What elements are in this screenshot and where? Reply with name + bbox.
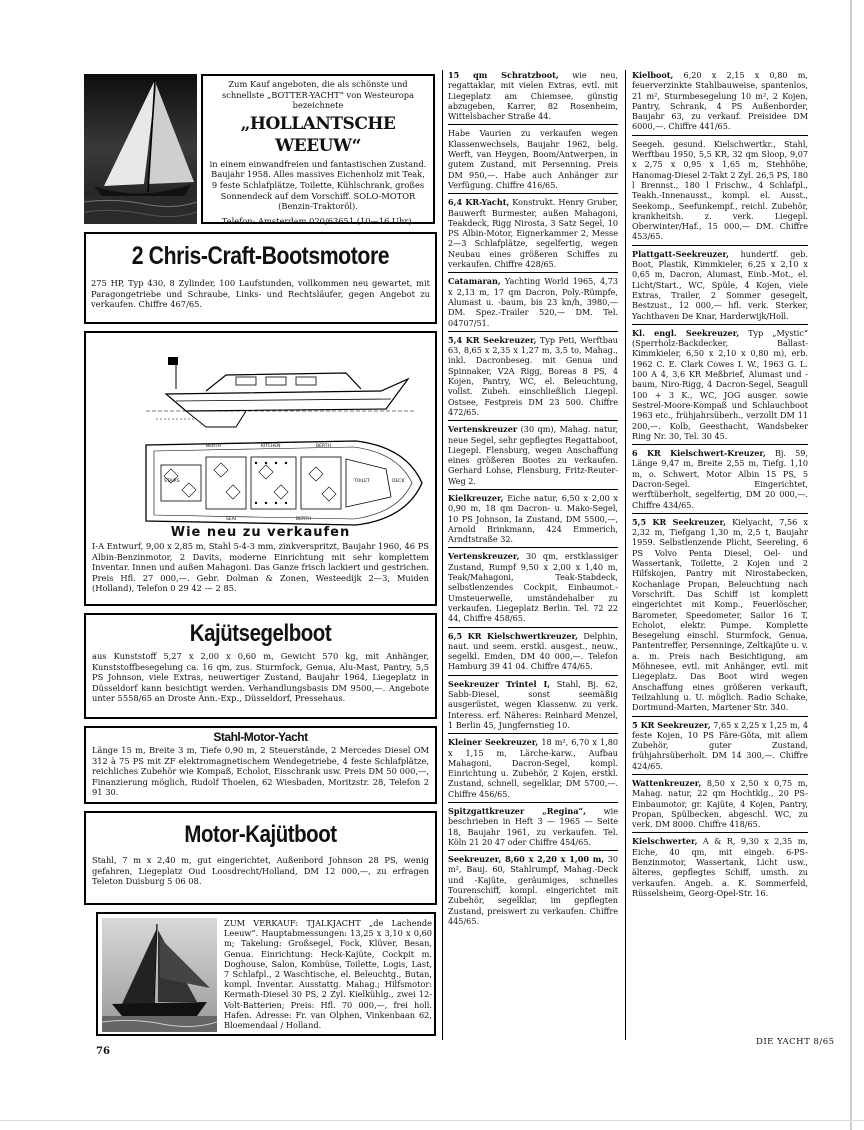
col3-list	[632, 70, 808, 901]
ad-heading: 5,5 KR Seekreuzer,	[632, 516, 726, 527]
ad-text: wie beschrieben in Heft 3 — 1965 — Seite 18, Baujahr 1961, zu verkaufen. Tel. Köln 21 20 47 oder Chiffre 454/65.	[448, 806, 618, 847]
ad-text: Yachting World 1965, 4,73 x 2,13 m, 17 qm Dacron, Poly.-Rümpfe, Alumast u. -baum, bis 23 kn/h, 3980,— DM. Spez.-Trailer 520,— DM. Tel. 04707/51.	[448, 276, 618, 328]
page-edge-bottom	[0, 1120, 864, 1121]
ad-heading: Kielschwerter,	[632, 836, 698, 847]
plan-label-8: BERTH	[296, 517, 311, 522]
col2-ad	[448, 424, 618, 490]
plan-label-1: BERTH	[206, 444, 221, 449]
col3-ad	[632, 720, 808, 775]
ad-text: 8,50 x 2,50 x 0,75 m, Mahag. natur, 22 qm Hochtklg., 20 PS-Einbaumotor, gr. Kajüte, 4 Kojen, Pantry, Propan, Spülbecken, abgeschl. WC, zu verk. DM 8000. Chiffre 418/65.	[632, 778, 808, 830]
drawing-body: I-A Entwurf, 9,00 x 2,85 m, Stahl 5-4-3 mm, zinkverspritzt, Baujahr 1960, 46 PS Albin-Benzinmotor, 2 Davits, moderne Einrichtung mit sehr komplettem Inventar. Innen und außen Mahagoni. Das Ganze frisch lackiert und gestrichen. Preis Hfl. 27 000,—. Gebr. Dolman & Zonen, Westeedijk 2—3, Muiden (Holland), Telefon 0 29 42 — 2 85.	[92, 541, 429, 594]
classifieds-column-3	[632, 70, 808, 904]
ad-text: Typ „Mystic“ (Sperrholz-Backdecker, Ballast-Kimmkieler, 6,50 x 2,10 x 0,80 m), erb. 1962 C. E. Clark Cowes I. W., 1963 G. L. 100 A 4, 3,6 KR Meßbrief, Alumast und -baum, Niro-Rigg, 4 Dacron-Segel, Seagull 100 + 3 K., WC, JOG ausger. sowie Sestrel-Moore-Kompaß und Schlauchboot 1963 etc., frühjahrsüberh., verzollt DM 11 200,—. Kolb, Geesthacht, Wandsbeker Ring Nr. 30, Tel. 30 45.	[632, 327, 808, 441]
journal-issue: DIE YACHT 8/65	[756, 1037, 835, 1047]
ad-text: 6,20 x 2,15 x 0,80 m, feuerverzinkte Stahlbauweise, spantenlos, 21 m², Sturmbesegelung 10 m², 2 Kojen, Pantry, Schrank, 4 PS Außenborder, Baujahr 63, zu verkauf. Preisidee DM 6000,—. Chiffre 441/65.	[632, 70, 808, 132]
col3-ad	[632, 836, 808, 901]
hollantsche-title: „HOLLANTSCHE WEEUW“	[240, 113, 396, 156]
col3-ad	[632, 249, 808, 325]
ad-heading: Vertenskreuzer	[448, 424, 518, 435]
stahl-title: Stahl-Motor-Yacht	[213, 730, 308, 744]
ad-heading: Catamaran,	[448, 276, 501, 287]
col2-ad	[448, 631, 618, 676]
motorkajuet-title: Motor-Kajütboot	[184, 821, 337, 848]
ad-hollantsche-weeuw	[84, 74, 437, 226]
ad-text: Kielyacht, 7,56 x 2,32 m, Tiefgang 1,30 m, 2,5 t, Baujahr 1959. Selbstlenzende Plicht, Seereling, 6 PS Volvo Penta Diesel, Oel- und Wassertank, Toilette, 2 Kojen und 2 Hilfskojen, Pantry mit Nirostabecken, Kochanlage Propan, Beleuchtung nach Vorschrift. Das Schiff ist komplett eingerichtet mit Komp., Feuerlöscher, Barometer, Speedometer, Sailor 16 T, Echolot, elektr. Pumpe. Komplette Besegelung einschl. Sturmfock, Genua, Pantentreffer, Persenninge, Zeltkajüte u. v. a. m. Preis nach Besichtigung, am Möhnesee, evtl. mit Anhänger, evtl. mit Liegeplatz. Das Boot wird wegen Anschaffung eines größeren verkauft, Teilzahlung u. U. möglich. Radio Schake, Dortmund-Marten, Martener Str. 340.	[632, 516, 808, 713]
col3-ad	[632, 448, 808, 514]
col3-ad	[632, 517, 808, 717]
drawing-title: Wie neu zu verkaufen	[170, 525, 351, 540]
page-edge-right	[850, 0, 852, 1130]
hollantsche-body: in einem einwandfreien und fantastischen Zustand. Baujahr 1958. Alles massives Eichenholz mit Teak, 9 feste Schlafplätze, Toilette, Kühlschrank, großes Sonnendeck auf dem Vorschiff. SOLO-MOTOR (Benzin-Traktoröl).	[209, 158, 427, 212]
ad-heading: 5 KR Seekreuzer,	[632, 719, 711, 730]
ad-heading: 6 KR Kielschwert-Kreuzer,	[632, 448, 766, 459]
sailboat-photo	[84, 74, 197, 224]
plan-label-7: SEAT	[226, 517, 238, 522]
ad-boat-drawing	[84, 331, 437, 606]
ad-text: Typ Peti, Werftbau 63, 8,65 x 2,35 x 1,27 m, 3,5 to, Mahag., inkl. Dacronbeseg. mit Genua und Spinnaker, V2A Rigg, Boreas 8 PS, 4 Kojen, Pantry, WC, el. Beleuchtung, vollst. Zubeh. einschließlich Liegepl. Ostsee, Festpreis DM 23 500. Chiffre 472/65.	[448, 334, 618, 417]
ad-heading: 5,4 KR Seekreuzer,	[448, 334, 537, 345]
ad-heading: 6,5 KR Kielschwertkreuzer,	[448, 630, 578, 641]
col2-ad	[448, 70, 618, 125]
ad-text: Stahl, Bj. 62, Sabb-Diesel, sonst seemäßig ausgerüstet, wegen Klassenw. zu verk. Interess. erf. Näheres: Reinhard Menzel, 1 Berlin 45, Jungfernstieg 10.	[448, 678, 618, 730]
plan-label-2: KITCHEN	[261, 444, 281, 449]
ad-heading: Spitzgattkreuzer „Regina“,	[448, 806, 586, 816]
col2-ad	[448, 493, 618, 548]
ad-text: wie neu, regattaklar, mit vielen Extras, evtl. mit Liegeplatz am Chiemsee, günstig abzugeben, Karrer, 82 Rosenheim, Wittelsbacher Straße 44.	[448, 70, 618, 122]
column-rule-2	[625, 70, 626, 1040]
ad-text: hundertf. geb. Boot, Plastik, Kimmkieler, 6,25 x 2,10 x 0,65 m, Dacron, Alumast, Einb.-Mot., el. Licht/Start., WC, Spüle, 4 Kojen, viele Extras, Trailer, 2 Sommer gesegelt, Bestzust., 12 000,— hfl. verk. Sterker, Yachthaven De Knar, Harderwijk/Holl.	[632, 248, 808, 321]
ad-heading: Kleiner Seekreuzer,	[448, 737, 539, 748]
col3-ad	[632, 778, 808, 833]
ad-text: 30 qm, erstklassiger Zustand, Rumpf 9,50 x 2,00 x 1,40 m, Teak/Mahagoni, Teak-Stabdeck, selbstlenzendes Cockpit, Einbaumot.-Umsteuerwelle, umständehalber zu verkaufen. Liegeplatz Berlin. Tel. 72 22 44, Chiffre 458/65.	[448, 551, 618, 624]
ad-text: Konstrukt. Henry Gruber, Bauwerft Burmester, außen Mahagoni, Teakdeck, Rigg Nirosta, 3 Satz Segel, 10 PS Albin-Motor, Eignerkammer 2, Messe 2—3 Schlafplätze, segelfertig, wegen Neubau eines größeren Schiffes zu verkaufen. Chiffre 428/65.	[448, 197, 618, 270]
col2-ad	[448, 335, 618, 421]
ad-text: Eiche natur, 6,50 x 2,00 x 0,90 m, 18 qm Dacron- u. Mako-Segel, 10 PS Johnson, Ia Zustand, DM 5500,—, Arnold Brinkmann, 424 Emmerich, Arndtstraße 32.	[448, 492, 618, 545]
col2-ad	[448, 737, 618, 803]
ad-stahl-motor-yacht	[84, 726, 437, 804]
classifieds-column-2	[448, 70, 618, 932]
ad-text: 30 m², Bauj. 60, Stahlrumpf, Mahag.-Deck und -Kajüte, geräumiges, schnelles Tourenschiff, kompl. eingerichtet mit Zubehör, segelklar, im gepflegten Zustand, preiswert zu verkaufen. Chiffre 445/65.	[448, 854, 618, 926]
plan-label-3: BERTH	[316, 444, 331, 449]
plan-label-5: TOILET	[354, 479, 370, 484]
ad-heading: Vertenskreuzer,	[448, 551, 520, 562]
ad-text: 18 m², 6,70 x 1,80 x 1,15 m, Lärche-karw., Aufbau Mahagoni, Dacron-Segel, kompl. Einrichtung u. Zubehör, 2 Kojen, erstkl. Zustand, schnell, segelklar, DM 5700,—. Chiffre 456/65.	[448, 737, 618, 799]
ad-text: Bj. 59, Länge 9,47 m, Breite 2,55 m, Tiefg. 1,10 m, o. Schwert, Motor Albin 15 PS, 5 Dacron-Segel. Eingerichtet, werftüberholt, segelfertig, DM 20 000,—. Chiffre 434/65.	[632, 448, 808, 510]
motorkajuet-body: Stahl, 7 m x 2,40 m, gut eingerichtet, Außenbord Johnson 28 PS, wenig gefahren, Liegeplatz Oud Loosdrecht/Holland, DM 12 000,—, zu erfragen Teleton Duisburg 5 06 08.	[92, 855, 429, 887]
ad-tjalkjacht	[96, 912, 436, 1036]
ad-heading: 6,4 KR-Yacht,	[448, 197, 510, 208]
ad-text: (30 qm), Mahag. natur, neue Segel, sehr gepflegtes Regattaboot, Liegepl. Flensburg, wegen Anschaffung eines größeren Bootes zu verkaufen. Gerhard Lohse, Flensburg, Fritz-Reuter-Weg 2.	[448, 424, 618, 486]
column-rule-1	[442, 70, 443, 1040]
ad-text: Delphin, naut. und seem. erstkl. ausgest., neuw., segelkl. Emden, DM 40 000,—. Telefon Hamburg 39 41 04. Chiffre 474/65.	[448, 630, 618, 672]
col2-ad	[448, 806, 618, 851]
ad-motor-kajuetboot	[84, 811, 437, 905]
ad-heading: Kl. engl. Seekreuzer,	[632, 327, 740, 338]
ad-heading: Kielboot,	[632, 70, 674, 80]
col2-ad	[448, 551, 618, 627]
plan-label-6: DECK	[392, 479, 405, 484]
chriscraft-title: 2 Chris-Craft-Bootsmotore	[131, 242, 390, 270]
plan-label-4: STAIRS	[164, 479, 180, 484]
col3-ad	[632, 328, 808, 445]
ad-heading: Seekreuzer, 8,60 x 2,20 x 1,00 m,	[448, 854, 605, 865]
col2-ad	[448, 197, 618, 273]
tjalk-photo	[102, 918, 217, 1032]
ad-heading: Wattenkreuzer,	[632, 778, 702, 788]
boat-deck-plan	[136, 435, 426, 530]
tjalk-body: ZUM VERKAUF: TJALKJACHT „de Lachende Leeuw“. Hauptabmessungen: 13,25 x 3,10 x 0,60 m; Takelung: Großsegel, Fock, Klüver, Besan, Genua. Einrichtung: Heck-Kajüte, Cockpit m. Doghouse, Salon, Kombüse, Toilette, Logis, Last, 7 Schlafpl., 2 Waschtische, el. Beleuchtg., Butan, kompl. Inventar. Ausstattg. Mahag.; Hilfsmotor: Kermath-Diesel 30 PS, 2 Zyl. Kielkühlg., zwei 12-Volt-Batterien; Preis: Hfl. 70 000,—, frei holl. Hafen. Adresse: Fr. van Olphen, Vinkenbaan 62, Bloemendaal / Holland.	[224, 918, 432, 1031]
ad-text: A & R, 9,30 x 2,35 m, Eiche, 40 qm, mit eingeb. 6-PS-Benzinmotor, Wassertank, Licht usw., älteres, gepflegtes Schiff, umsth. zu verkaufen. Angeb. a. K. Sommerfeld, Rüsselsheim, Georg-Opel-Str. 16.	[632, 836, 808, 898]
col2-ad	[448, 679, 618, 734]
col3-ad	[632, 139, 808, 246]
chriscraft-body: 275 HP, Typ 430, 8 Zylinder, 100 Laufstunden, vollkommen neu gewartet, mit Paragongetriebe und Schraube, Links- und Rechtsläufer, gegen Angebot zu verkaufen. Chiffre 467/65.	[91, 278, 430, 310]
boat-side-elevation	[146, 339, 416, 429]
col2-ad	[448, 128, 618, 194]
col2-ad	[448, 854, 618, 929]
ad-chris-craft	[84, 232, 437, 324]
hollantsche-phone: Telefon: Amsterdam 020/63651 (10—16 Uhr).	[221, 215, 415, 226]
ad-text: Seegeh. gesund. Kielschwertkr., Stahl, Werftbau 1950, 5,5 KR, 32 qm Sloop, 9,07 x 2,75 x 0,95 x 1,65 m, Stehhöhe, Hanomag-Diesel 2-Takt 2 Zyl. 26,5 PS, 180 l Brennst., 180 l Frischw., 4 Schlafpl., Teakh.-Innenausst., kompl. el. Ausst., Seekomp., Seefunkempf., reichl. Zubehör, krankheitsh. z. verk. Liegepl. Oberwinter/Haf., 15 000,— DM. Chiffre 453/65.	[632, 138, 808, 242]
ad-heading: 15 qm Schratzboot,	[448, 70, 559, 80]
ad-heading: Seekreuzer Trintel I,	[448, 678, 551, 689]
kajuetsegel-title: Kajütsegelboot	[189, 620, 332, 647]
ad-heading: Kielkreuzer,	[448, 492, 504, 503]
stahl-body: Länge 15 m, Breite 3 m, Tiefe 0,90 m, 2 Steuerstände, 2 Mercedes Diesel OM 312 à 75 PS mit ZF elektromagnetischem Wendegetriebe, 4 feste Schlafplätze, reichliches Zubehör wie Kompaß, Echolot, Eisschrank usw. Preis DM 50 000,—, Finanzierung möglich, Rudolf Thoelen, 62 Wiesbaden, Moritzstr. 28, Telefon 2 91 30.	[92, 745, 429, 798]
page-number: 76	[96, 1046, 110, 1057]
col2-ad	[448, 276, 618, 331]
hollantsche-lead: Zum Kauf angeboten, die als schönste und schnellste „BOTTER-YACHT“ von Westeuropa bezeichnete	[221, 79, 415, 111]
col2-list	[448, 70, 618, 929]
ad-kajuetsegelboot	[84, 613, 437, 719]
ad-heading: Plattgatt-Seekreuzer,	[632, 248, 729, 259]
kajuetsegel-body: aus Kunststoff 5,27 x 2,00 x 0,60 m, Gewicht 570 kg, mit Anhänger, Kunststoffbesegelung ca. 16 qm, zus. Sturmfock, Genua, Alu-Mast, Pantry, 5,5 PS Johnson, viele Extras, neuwertiger Zustand, Baujahr 1964, Liegeplatz in Düsseldorf kann besichtigt werden. Verhandlungsbasis DM 9500,—. Angebote unter 5558/65 an Droste Ann.-Exp., Düsseldorf, Pressehaus.	[92, 651, 429, 704]
ad-text: Habe Vaurien zu verkaufen wegen Klassenwechsels, Baujahr 1962, belg. Werft, van Heygen, Boom/Antwerpen, in gutem Zustand, mit Persenning. Preis DM 950,—. Habe auch Anhänger zur Verfügung. Chiffre 416/65.	[448, 128, 618, 190]
col3-ad	[632, 70, 808, 136]
ad-text: 7,65 x 2,25 x 1,25 m, 4 feste Kojen, 10 PS Färe-Göta, mit allem Zubehör, guter Zustand, frühjahrsüberholt. DM 14 300,—. Chiffre 424/65.	[632, 719, 808, 771]
